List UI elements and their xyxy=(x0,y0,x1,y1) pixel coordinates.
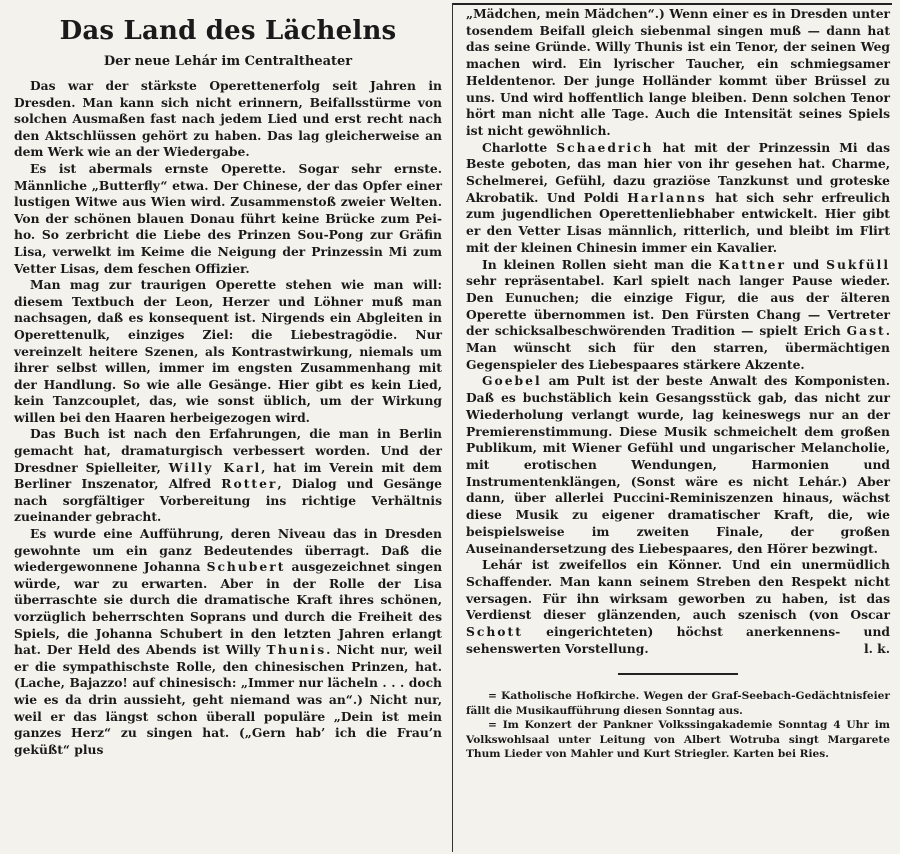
paragraph-7 xyxy=(466,140,890,257)
name-schott: Schott xyxy=(466,624,523,640)
author-signature: l. k. xyxy=(863,640,890,656)
paragraph-8 xyxy=(466,257,890,374)
name-harlanns: Harlanns xyxy=(627,189,707,205)
paragraph-8-text-d: . Man wünscht sich für den starren, übermächtigen Gegenspieler des Liebespaares stärkere Akzente. xyxy=(466,323,890,372)
paragraph-6: „Mädchen, mein Mädchen“.) Wenn einer es in Dresden unter tosendem Beifall gleich siebenmal singen muß — dann hat das seine Gründe. Willy Thunis ist ein Tenor, der seinen Weg machen wird. Ein lyrischer Taucher, ein schmiegsamer Heldentenor. Der junge Holländer kommt über Brüssel zu uns. Und wird hoffentlich lange bleiben. Denn solchen Tenor hört man nicht alle Tage. Auch die Intensität seines Spiels ist nicht gewöhnlich. xyxy=(466,6,890,138)
paragraph-4-text-c: , Dialog und Gesänge nach sorgfältiger Vorbereitung ins richtige Verhältnis zueinander gebracht. xyxy=(14,476,442,525)
name-kattner: Kattner xyxy=(718,256,786,272)
paragraph-5-text-a: Es wurde eine Aufführung, deren Niveau das in Dresden gewohnte um ein ganz Bedeutendes überragt. Daß die wiedergewonnene Johanna xyxy=(14,526,442,575)
paragraph-5-text-b: ausgezeichnet singen würde, war zu erwarten. Aber in der Rolle der Lisa überraschte sie durch die dramatische Kraft ihres schönen, vorzüglich beherrschten Soprans und durch die Freiheit des Spiels, die Johanna Schubert in den letzten Jahren erlangt hat. Der Held des Abends ist Willy xyxy=(14,559,443,658)
paragraph-4 xyxy=(14,426,442,526)
right-column xyxy=(466,6,890,761)
paragraph-8-text-c: sehr repräsentabel. Karl spielt nach langer Pause wieder. Den Eunuchen; die einzige Figur, die aus der älteren Operette übernommen ist. Den Fürsten Chang — Vertreter der schicksalbeschwörenden Tradition — spielt Erich xyxy=(466,273,890,339)
name-schubert: Schubert xyxy=(206,559,286,575)
paragraph-1: Das war der stärkste Operettenerfolg seit Jahren in Dresden. Man kann sich nicht erinnern, Beifallsstürme von solchen Ausmaßen fast nach jedem Lied und erst recht nach den Aktschlüssen gehört zu haben. Das lag gleicherweise an dem Werk wie an der Wiedergabe. xyxy=(14,78,442,160)
left-column xyxy=(14,0,442,758)
paragraph-10 xyxy=(466,557,890,657)
notice-konzert: = Im Konzert der Pankner Volkssingakademie Sonntag 4 Uhr im Volkswohlsaal unter Leitung von Albert Wotruba singt Margarete Thum Lieder von Mahler und Kurt Striegler. Karten bei Ries. xyxy=(466,719,890,761)
paragraph-8-text-a: In kleinen Rollen sieht man die xyxy=(482,256,712,272)
paragraph-9 xyxy=(466,373,890,557)
name-goebel: Goebel xyxy=(482,373,542,389)
paragraph-7-text-c: hat sich sehr erfreulich zum jugendlichen Operettenliebhaber entwickelt. Hier gibt er den Vetter Lisas männlich, ritterlich, und bleibt im Flirt mit der kleinen Chinesin immer ein Kavalier. xyxy=(466,189,891,255)
paragraph-7-text-a: Charlotte xyxy=(482,139,548,155)
section-separator xyxy=(618,673,738,675)
paragraph-5-text-c: . Nicht nur, weil er die sympathischste Rolle, den chinesischen Prinzen, hat. (Lache, Bajazzo! auf chinesisch: „Immer nur lächeln . . . doch wie es da drin aussieht, geht niemand was an“.) Nicht nur, weil er das längst schon überall populäre „Dein ist mein ganzes Herz“ zu singen hat. („Gern hab’ ich die Frau’n geküßt“ plus xyxy=(14,642,443,757)
paragraph-9-text-a: am Pult ist der beste Anwalt des Komponisten. Daß es buchstäblich kein Gesangsstück gab, das nicht zur Wiederholung verlangt wurde, lag keineswegs nur an der Premierenstimmung. Diese Musik schmeichelt dem großen Publikum, mit Wiener Gefühl und ungarischer Melancholie, mit erotischen Wendungen, Harmonien und Instrumentenklängen, (Sonst wäre es nicht Lehár.) Aber dann, über allerlei Puccini-Reminiszenzen hinaus, wächst diese Musik zu eigener dramatischer Kraft, die, wie beispielsweise im zweiten Finale, der großen Auseinandersetzung des Liebespaares, den Hörer bezwingt. xyxy=(466,373,891,556)
name-rotter: Rotter xyxy=(221,476,278,492)
name-schaedrich: Schaedrich xyxy=(556,139,654,155)
paragraph-4-text-a: Das Buch ist nach den Erfahrungen, die man in Berlin gemacht hat, dramaturgisch verbessert worden. Und der Dresdner Spielleiter, xyxy=(14,426,442,475)
paragraph-7-text-b: hat mit der Prinzessin Mi das Beste geboten, das man hier von ihr gesehen hat. Charme, Schelmerei, Gefühl, dazu graziöse Tanzkunst und groteske Akrobatik. Und Poldi xyxy=(466,139,891,205)
column-rule xyxy=(452,4,453,852)
name-thunis: Thunis xyxy=(266,642,327,658)
article-title: Das Land des Lächelns xyxy=(59,16,397,46)
notice-hofkirche: = Katholische Hofkirche. Wegen der Graf-Seebach-Gedächtnisfeier fällt die Musikaufführung diesen Sonntag aus. xyxy=(466,690,890,717)
paragraph-10-text-b: eingerichteten) höchst anerkennens- und sehenswerten Vorstellung. xyxy=(466,624,890,656)
paragraph-8-text-b: und xyxy=(792,256,820,272)
paragraph-5 xyxy=(14,526,442,758)
paragraph-4-text-b: , hat im Verein mit dem Berliner Inszenator, Alfred xyxy=(14,459,443,492)
name-gast: Gast xyxy=(846,323,886,339)
top-rule xyxy=(452,3,892,5)
paragraph-3: Man mag zur traurigen Operette stehen wie man will: diesem Textbuch der Leon, Herzer und Löhner muß man nachsagen, daß es konsequent ist. Nirgends ein Abgleiten in Operettenulk, einziges Ziel: die Liebestragödie. Nur vereinzelt heitere Szenen, als Kontrastwirkung, niemals um ihrer selbst willen, immer im engsten Zusammenhang mit der Handlung. So wie alle Gesänge. Hier gibt es kein Lied, kein Tanzcouplet, das, wie sonst üblich, um der Wirkung willen bei den Haaren herbeigezogen wird. xyxy=(14,277,442,425)
paragraph-2: Es ist abermals ernste Operette. Sogar sehr ernste. Männliche „Butterfly“ etwa. Der Chinese, der das Opfer einer lustigen Witwe aus Wien wird. Zusammenstoß zweier Welten. Von der schönen blauen Donau führt keine Brücke zum Pei-ho. So zerbricht die Liebe des Prinzen Sou-Pong zur Gräfin Lisa, verwelkt im Keime die Neigung der Prinzessin Mi zum Vetter Lisas, dem feschen Offizier. xyxy=(14,160,442,276)
paragraph-10-text-a: Lehár ist zweifellos ein Könner. Und ein unermüdlich Schaffender. Man kann seinem Streben den Respekt nicht versagen. Für ihn wirksam geworben zu haben, ist das Verdienst dieser glänzenden, auch szenisch (von Oscar xyxy=(466,557,890,623)
name-willy-karl: Willy Karl xyxy=(168,459,262,475)
article-subtitle: Der neue Lehár im Centraltheater xyxy=(103,54,353,69)
name-sukfuell: Sukfüll xyxy=(826,256,891,272)
